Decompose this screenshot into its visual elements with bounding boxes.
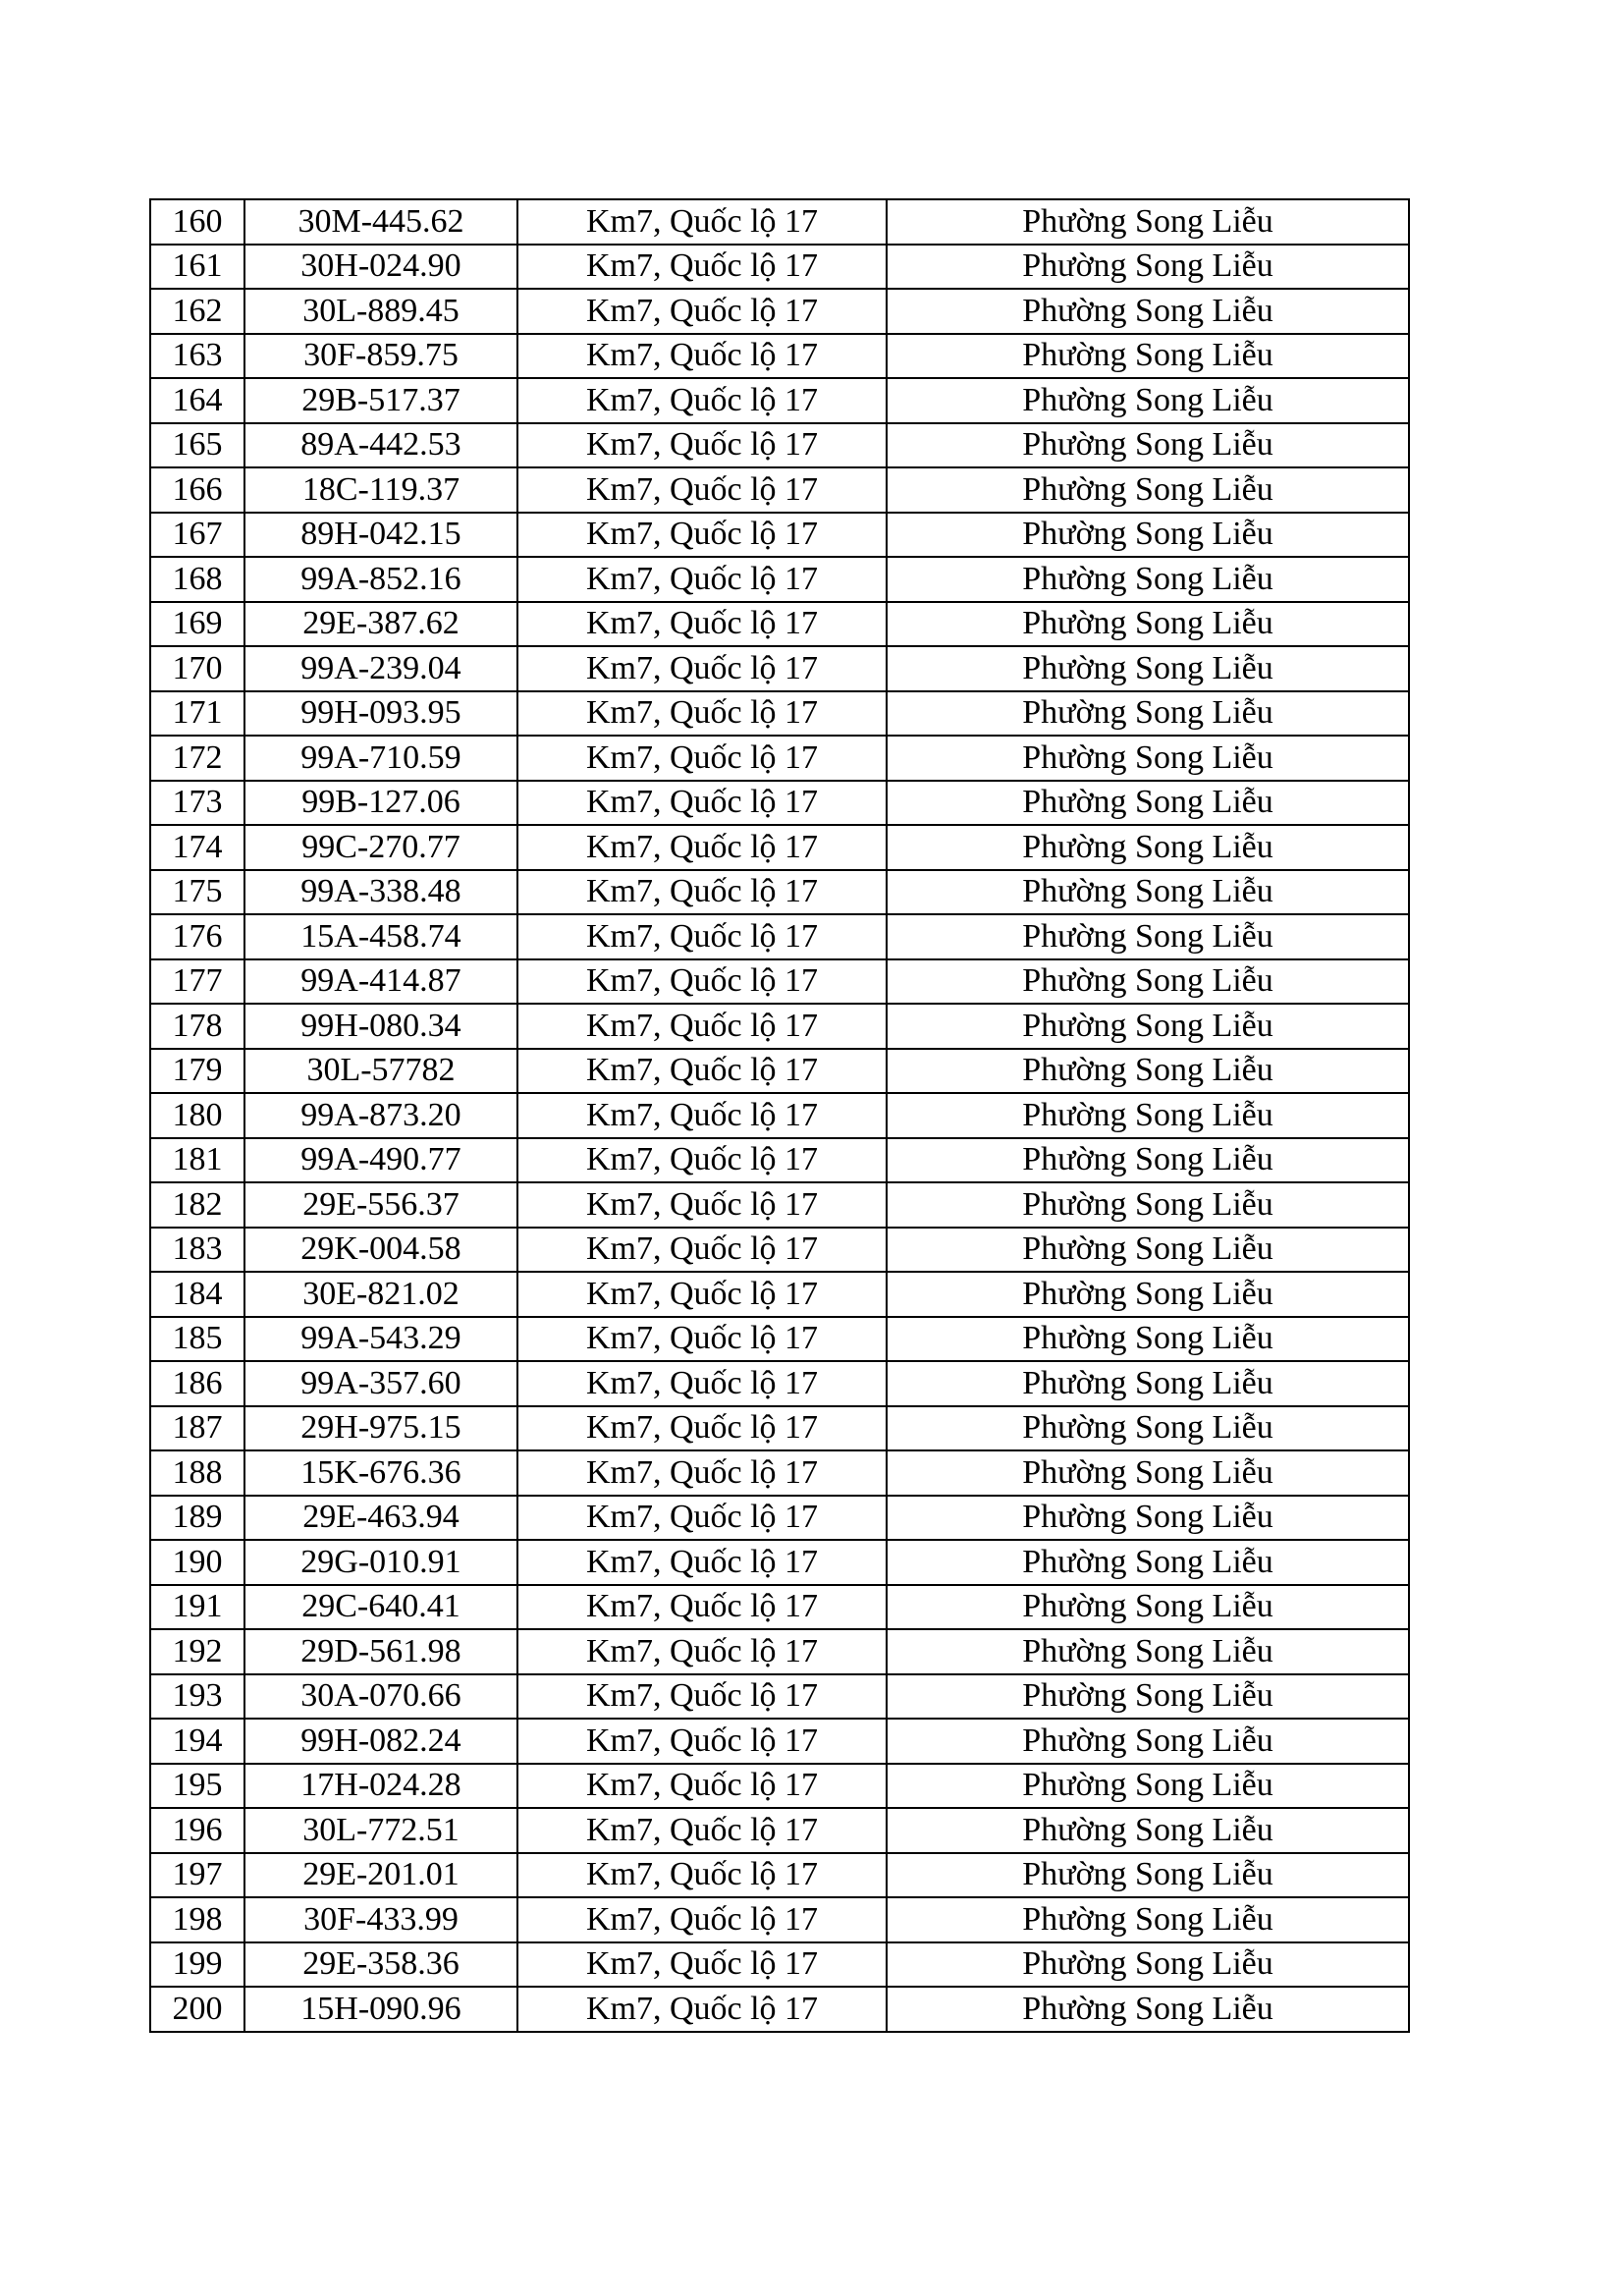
license-plate-cell: 15A-458.74 xyxy=(244,914,517,959)
row-number-cell: 173 xyxy=(150,781,244,826)
ward-cell: Phường Song Liễu xyxy=(887,1853,1409,1898)
row-number-cell: 193 xyxy=(150,1674,244,1720)
row-number-cell: 184 xyxy=(150,1272,244,1317)
row-number-cell: 162 xyxy=(150,289,244,334)
table-row xyxy=(150,1674,1409,1720)
table-row xyxy=(150,1808,1409,1853)
location-cell: Km7, Quốc lộ 17 xyxy=(517,1853,887,1898)
location-cell: Km7, Quốc lộ 17 xyxy=(517,1182,887,1228)
ward-cell: Phường Song Liễu xyxy=(887,467,1409,513)
table-row xyxy=(150,1317,1409,1362)
license-plate-cell: 89H-042.15 xyxy=(244,513,517,558)
table-row xyxy=(150,1540,1409,1585)
license-plate-cell: 29D-561.98 xyxy=(244,1629,517,1674)
table-row xyxy=(150,646,1409,691)
location-cell: Km7, Quốc lộ 17 xyxy=(517,1764,887,1809)
location-cell: Km7, Quốc lộ 17 xyxy=(517,1272,887,1317)
location-cell: Km7, Quốc lộ 17 xyxy=(517,959,887,1005)
table-row xyxy=(150,1629,1409,1674)
row-number-cell: 179 xyxy=(150,1049,244,1094)
ward-cell: Phường Song Liễu xyxy=(887,1808,1409,1853)
license-plate-cell: 99A-357.60 xyxy=(244,1361,517,1406)
row-number-cell: 200 xyxy=(150,1987,244,2032)
table-row xyxy=(150,1585,1409,1630)
table-row xyxy=(150,1942,1409,1988)
ward-cell: Phường Song Liễu xyxy=(887,602,1409,647)
location-cell: Km7, Quốc lộ 17 xyxy=(517,1138,887,1183)
table-row xyxy=(150,1719,1409,1764)
ward-cell: Phường Song Liễu xyxy=(887,870,1409,915)
row-number-cell: 190 xyxy=(150,1540,244,1585)
table-row xyxy=(150,1764,1409,1809)
table-row xyxy=(150,1228,1409,1273)
ward-cell: Phường Song Liễu xyxy=(887,1049,1409,1094)
ward-cell: Phường Song Liễu xyxy=(887,825,1409,870)
license-plate-cell: 99A-239.04 xyxy=(244,646,517,691)
table-row xyxy=(150,199,1409,245)
row-number-cell: 181 xyxy=(150,1138,244,1183)
license-plate-cell: 99C-270.77 xyxy=(244,825,517,870)
ward-cell: Phường Song Liễu xyxy=(887,378,1409,423)
license-plate-cell: 99H-082.24 xyxy=(244,1719,517,1764)
ward-cell: Phường Song Liễu xyxy=(887,1764,1409,1809)
license-plate-cell: 99A-873.20 xyxy=(244,1093,517,1138)
row-number-cell: 174 xyxy=(150,825,244,870)
location-cell: Km7, Quốc lộ 17 xyxy=(517,646,887,691)
license-plate-cell: 99A-852.16 xyxy=(244,557,517,602)
row-number-cell: 163 xyxy=(150,334,244,379)
location-cell: Km7, Quốc lộ 17 xyxy=(517,513,887,558)
table-row xyxy=(150,1138,1409,1183)
row-number-cell: 167 xyxy=(150,513,244,558)
ward-cell: Phường Song Liễu xyxy=(887,1182,1409,1228)
table-row xyxy=(150,1004,1409,1049)
table-row xyxy=(150,513,1409,558)
ward-cell: Phường Song Liễu xyxy=(887,513,1409,558)
license-plate-cell: 30M-445.62 xyxy=(244,199,517,245)
location-cell: Km7, Quốc lộ 17 xyxy=(517,1808,887,1853)
row-number-cell: 170 xyxy=(150,646,244,691)
location-cell: Km7, Quốc lộ 17 xyxy=(517,1942,887,1988)
row-number-cell: 183 xyxy=(150,1228,244,1273)
location-cell: Km7, Quốc lộ 17 xyxy=(517,1987,887,2032)
table-row xyxy=(150,870,1409,915)
row-number-cell: 191 xyxy=(150,1585,244,1630)
license-plate-cell: 29G-010.91 xyxy=(244,1540,517,1585)
ward-cell: Phường Song Liễu xyxy=(887,691,1409,737)
license-plate-cell: 18C-119.37 xyxy=(244,467,517,513)
license-plate-cell: 15H-090.96 xyxy=(244,1987,517,2032)
ward-cell: Phường Song Liễu xyxy=(887,959,1409,1005)
row-number-cell: 195 xyxy=(150,1764,244,1809)
location-cell: Km7, Quốc lộ 17 xyxy=(517,1406,887,1451)
table-row xyxy=(150,1093,1409,1138)
license-plate-cell: 29E-463.94 xyxy=(244,1496,517,1541)
row-number-cell: 185 xyxy=(150,1317,244,1362)
license-plate-cell: 30L-889.45 xyxy=(244,289,517,334)
table-row xyxy=(150,423,1409,468)
table-row xyxy=(150,378,1409,423)
row-number-cell: 196 xyxy=(150,1808,244,1853)
vehicle-records-table xyxy=(149,198,1410,2033)
row-number-cell: 172 xyxy=(150,736,244,781)
location-cell: Km7, Quốc lộ 17 xyxy=(517,1228,887,1273)
table-row xyxy=(150,467,1409,513)
table-row xyxy=(150,557,1409,602)
table-row xyxy=(150,1987,1409,2032)
license-plate-cell: 30L-57782 xyxy=(244,1049,517,1094)
location-cell: Km7, Quốc lộ 17 xyxy=(517,1450,887,1496)
license-plate-cell: 29B-517.37 xyxy=(244,378,517,423)
table-row xyxy=(150,825,1409,870)
table-row xyxy=(150,1361,1409,1406)
ward-cell: Phường Song Liễu xyxy=(887,1629,1409,1674)
ward-cell: Phường Song Liễu xyxy=(887,1138,1409,1183)
license-plate-cell: 99A-414.87 xyxy=(244,959,517,1005)
ward-cell: Phường Song Liễu xyxy=(887,1719,1409,1764)
license-plate-cell: 29E-201.01 xyxy=(244,1853,517,1898)
ward-cell: Phường Song Liễu xyxy=(887,1450,1409,1496)
license-plate-cell: 99H-080.34 xyxy=(244,1004,517,1049)
ward-cell: Phường Song Liễu xyxy=(887,1540,1409,1585)
license-plate-cell: 29H-975.15 xyxy=(244,1406,517,1451)
location-cell: Km7, Quốc lộ 17 xyxy=(517,1897,887,1942)
ward-cell: Phường Song Liễu xyxy=(887,1897,1409,1942)
row-number-cell: 180 xyxy=(150,1093,244,1138)
row-number-cell: 187 xyxy=(150,1406,244,1451)
row-number-cell: 168 xyxy=(150,557,244,602)
row-number-cell: 161 xyxy=(150,245,244,290)
license-plate-cell: 99A-490.77 xyxy=(244,1138,517,1183)
ward-cell: Phường Song Liễu xyxy=(887,289,1409,334)
location-cell: Km7, Quốc lộ 17 xyxy=(517,557,887,602)
table-row xyxy=(150,1897,1409,1942)
license-plate-cell: 29C-640.41 xyxy=(244,1585,517,1630)
ward-cell: Phường Song Liễu xyxy=(887,1093,1409,1138)
location-cell: Km7, Quốc lộ 17 xyxy=(517,334,887,379)
location-cell: Km7, Quốc lộ 17 xyxy=(517,1496,887,1541)
row-number-cell: 192 xyxy=(150,1629,244,1674)
table-row xyxy=(150,602,1409,647)
location-cell: Km7, Quốc lộ 17 xyxy=(517,825,887,870)
table-body xyxy=(150,199,1409,2032)
location-cell: Km7, Quốc lộ 17 xyxy=(517,1719,887,1764)
ward-cell: Phường Song Liễu xyxy=(887,557,1409,602)
row-number-cell: 166 xyxy=(150,467,244,513)
location-cell: Km7, Quốc lộ 17 xyxy=(517,1049,887,1094)
ward-cell: Phường Song Liễu xyxy=(887,1585,1409,1630)
ward-cell: Phường Song Liễu xyxy=(887,781,1409,826)
location-cell: Km7, Quốc lộ 17 xyxy=(517,1317,887,1362)
row-number-cell: 194 xyxy=(150,1719,244,1764)
table-row xyxy=(150,245,1409,290)
ward-cell: Phường Song Liễu xyxy=(887,736,1409,781)
location-cell: Km7, Quốc lộ 17 xyxy=(517,199,887,245)
location-cell: Km7, Quốc lộ 17 xyxy=(517,870,887,915)
location-cell: Km7, Quốc lộ 17 xyxy=(517,289,887,334)
location-cell: Km7, Quốc lộ 17 xyxy=(517,1585,887,1630)
ward-cell: Phường Song Liễu xyxy=(887,423,1409,468)
license-plate-cell: 99A-338.48 xyxy=(244,870,517,915)
table-row xyxy=(150,334,1409,379)
table-row xyxy=(150,1406,1409,1451)
row-number-cell: 164 xyxy=(150,378,244,423)
ward-cell: Phường Song Liễu xyxy=(887,646,1409,691)
row-number-cell: 182 xyxy=(150,1182,244,1228)
row-number-cell: 178 xyxy=(150,1004,244,1049)
ward-cell: Phường Song Liễu xyxy=(887,914,1409,959)
ward-cell: Phường Song Liễu xyxy=(887,1496,1409,1541)
ward-cell: Phường Song Liễu xyxy=(887,334,1409,379)
license-plate-cell: 29E-556.37 xyxy=(244,1182,517,1228)
row-number-cell: 176 xyxy=(150,914,244,959)
location-cell: Km7, Quốc lộ 17 xyxy=(517,423,887,468)
table-row xyxy=(150,1450,1409,1496)
location-cell: Km7, Quốc lộ 17 xyxy=(517,1093,887,1138)
row-number-cell: 186 xyxy=(150,1361,244,1406)
license-plate-cell: 29K-004.58 xyxy=(244,1228,517,1273)
table-row xyxy=(150,289,1409,334)
ward-cell: Phường Song Liễu xyxy=(887,1361,1409,1406)
ward-cell: Phường Song Liễu xyxy=(887,1228,1409,1273)
license-plate-cell: 30F-859.75 xyxy=(244,334,517,379)
license-plate-cell: 15K-676.36 xyxy=(244,1450,517,1496)
license-plate-cell: 30L-772.51 xyxy=(244,1808,517,1853)
location-cell: Km7, Quốc lộ 17 xyxy=(517,1674,887,1720)
row-number-cell: 177 xyxy=(150,959,244,1005)
location-cell: Km7, Quốc lộ 17 xyxy=(517,1004,887,1049)
location-cell: Km7, Quốc lộ 17 xyxy=(517,1540,887,1585)
ward-cell: Phường Song Liễu xyxy=(887,1987,1409,2032)
ward-cell: Phường Song Liễu xyxy=(887,1406,1409,1451)
table-row xyxy=(150,1496,1409,1541)
license-plate-cell: 30F-433.99 xyxy=(244,1897,517,1942)
row-number-cell: 199 xyxy=(150,1942,244,1988)
ward-cell: Phường Song Liễu xyxy=(887,1272,1409,1317)
table-row xyxy=(150,1272,1409,1317)
row-number-cell: 198 xyxy=(150,1897,244,1942)
location-cell: Km7, Quốc lộ 17 xyxy=(517,378,887,423)
location-cell: Km7, Quốc lộ 17 xyxy=(517,736,887,781)
license-plate-cell: 30E-821.02 xyxy=(244,1272,517,1317)
row-number-cell: 197 xyxy=(150,1853,244,1898)
table-row xyxy=(150,736,1409,781)
row-number-cell: 160 xyxy=(150,199,244,245)
license-plate-cell: 89A-442.53 xyxy=(244,423,517,468)
ward-cell: Phường Song Liễu xyxy=(887,1317,1409,1362)
table-row xyxy=(150,1182,1409,1228)
location-cell: Km7, Quốc lộ 17 xyxy=(517,914,887,959)
table-row xyxy=(150,781,1409,826)
ward-cell: Phường Song Liễu xyxy=(887,245,1409,290)
location-cell: Km7, Quốc lộ 17 xyxy=(517,467,887,513)
row-number-cell: 189 xyxy=(150,1496,244,1541)
table-row xyxy=(150,959,1409,1005)
location-cell: Km7, Quốc lộ 17 xyxy=(517,691,887,737)
license-plate-cell: 99A-710.59 xyxy=(244,736,517,781)
table-row xyxy=(150,1049,1409,1094)
table-row xyxy=(150,1853,1409,1898)
location-cell: Km7, Quốc lộ 17 xyxy=(517,781,887,826)
license-plate-cell: 30A-070.66 xyxy=(244,1674,517,1720)
ward-cell: Phường Song Liễu xyxy=(887,199,1409,245)
location-cell: Km7, Quốc lộ 17 xyxy=(517,1629,887,1674)
location-cell: Km7, Quốc lộ 17 xyxy=(517,602,887,647)
row-number-cell: 171 xyxy=(150,691,244,737)
ward-cell: Phường Song Liễu xyxy=(887,1942,1409,1988)
row-number-cell: 175 xyxy=(150,870,244,915)
license-plate-cell: 99H-093.95 xyxy=(244,691,517,737)
license-plate-cell: 17H-024.28 xyxy=(244,1764,517,1809)
ward-cell: Phường Song Liễu xyxy=(887,1004,1409,1049)
license-plate-cell: 99A-543.29 xyxy=(244,1317,517,1362)
license-plate-cell: 30H-024.90 xyxy=(244,245,517,290)
row-number-cell: 165 xyxy=(150,423,244,468)
license-plate-cell: 99B-127.06 xyxy=(244,781,517,826)
row-number-cell: 188 xyxy=(150,1450,244,1496)
license-plate-cell: 29E-387.62 xyxy=(244,602,517,647)
license-plate-cell: 29E-358.36 xyxy=(244,1942,517,1988)
table-row xyxy=(150,914,1409,959)
row-number-cell: 169 xyxy=(150,602,244,647)
location-cell: Km7, Quốc lộ 17 xyxy=(517,1361,887,1406)
table-row xyxy=(150,691,1409,737)
location-cell: Km7, Quốc lộ 17 xyxy=(517,245,887,290)
ward-cell: Phường Song Liễu xyxy=(887,1674,1409,1720)
